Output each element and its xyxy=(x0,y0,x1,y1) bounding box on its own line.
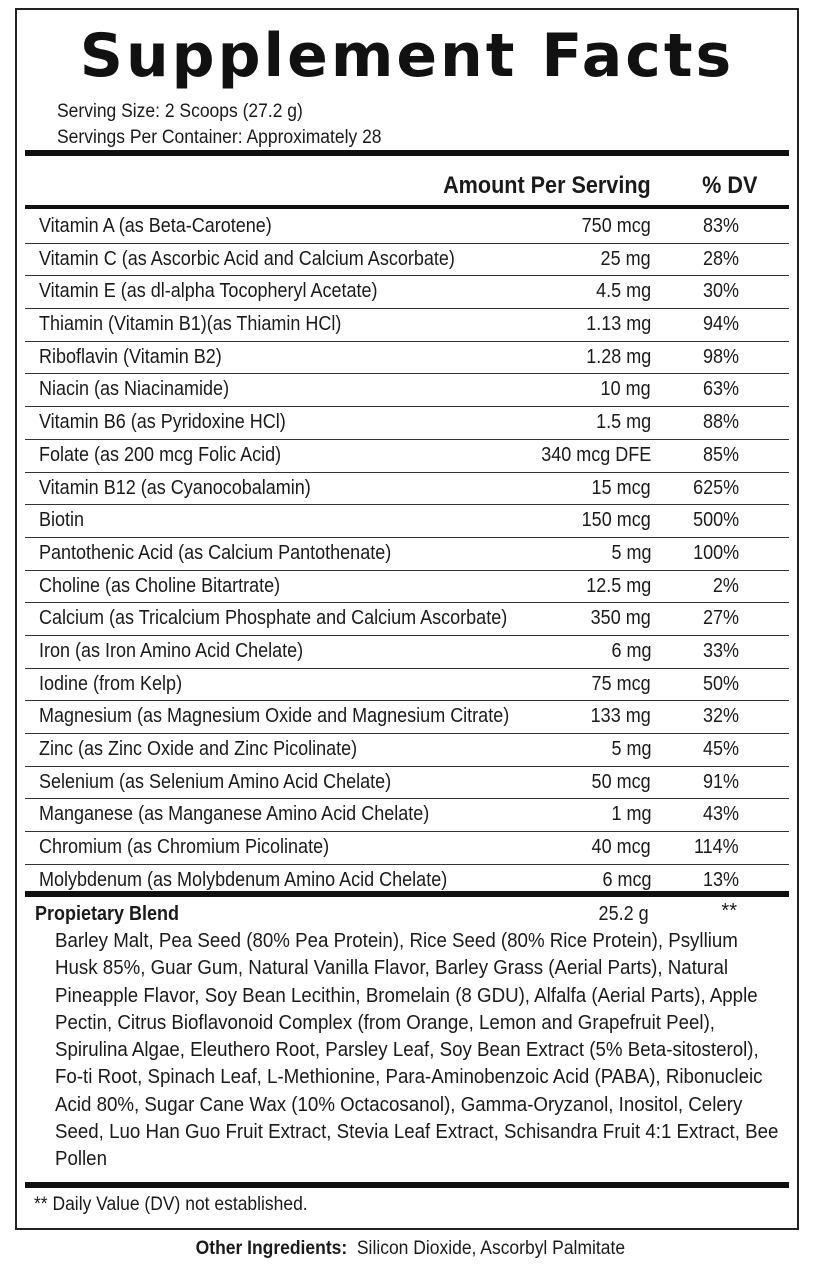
header-daily-value: % DV xyxy=(701,172,757,199)
nutrient-dv: 88% xyxy=(702,411,739,434)
nutrient-amount: 6 mg xyxy=(610,639,651,662)
nutrient-name: Vitamin E (as dl-alpha Tocopheryl Acetate) xyxy=(39,280,378,303)
nutrient-dv: 625% xyxy=(692,476,739,499)
nutrient-row xyxy=(25,342,789,375)
nutrient-name: Biotin xyxy=(39,509,85,532)
supplement-facts-panel xyxy=(15,8,799,1230)
nutrient-dv: 13% xyxy=(702,868,739,891)
nutrient-name: Selenium (as Selenium Amino Acid Chelate) xyxy=(39,770,392,793)
divider-thick-top xyxy=(25,150,789,156)
nutrient-row xyxy=(25,473,789,506)
nutrient-name: Vitamin B6 (as Pyridoxine HCl) xyxy=(39,411,286,434)
nutrient-amount: 12.5 mg xyxy=(585,574,651,597)
nutrient-row xyxy=(25,244,789,277)
nutrient-row xyxy=(25,374,789,407)
nutrient-row xyxy=(25,767,789,800)
blend-ingredients: Barley Malt, Pea Seed (80% Pea Protein), Rice Seed (80% Rice Protein), Psyllium Husk 85%, Guar Gum, Natural Vanilla Flavor, Barley Grass (Aerial Parts), Natural Pineapple Flavor, Soy Bean Lecithin, Bromelain (8 GDU), Alfalfa (Aerial Parts), Apple Pectin, Citrus Bioflavonoid Complex (from Orange, Lemon and Grapefruit Peel), Spirulina Algae, Eleuthero Root, Parsley Leaf, Soy Bean Extract (5% Beta-sitosterol), Fo-ti Root, Spinach Leaf, L-Methionine, Para-Aminobenzoic Acid (PABA), Ribonucleic Acid 80%, Sugar Cane Wax (10% Octacosanol), Gamma-Oryzanol, Inositol, Celery Seed, Luo Han Guo Fruit Extract, Stevia Leaf Extract, Schisandra Fruit 4:1 Extract, Bee Pollen xyxy=(55,930,779,1171)
nutrient-dv: 100% xyxy=(692,541,739,564)
nutrient-name: Calcium (as Tricalcium Phosphate and Calcium Ascorbate) xyxy=(39,607,508,630)
nutrient-row xyxy=(25,505,789,538)
nutrient-row xyxy=(25,636,789,669)
nutrient-name: Iodine (from Kelp) xyxy=(39,672,183,695)
nutrient-name: Thiamin (Vitamin B1)(as Thiamin HCl) xyxy=(39,313,342,336)
nutrient-amount: 10 mg xyxy=(600,378,651,401)
nutrient-dv: 500% xyxy=(692,509,739,532)
nutrient-name: Riboflavin (Vitamin B2) xyxy=(39,345,222,368)
blend-title: Propietary Blend xyxy=(35,903,180,925)
dv-footnote: ** Daily Value (DV) not established. xyxy=(34,1194,308,1215)
nutrient-row xyxy=(25,309,789,342)
table-header xyxy=(25,163,789,208)
serving-size: Serving Size: 2 Scoops (27.2 g) xyxy=(57,101,303,122)
panel-title: Supplement Facts xyxy=(79,21,735,91)
nutrient-table xyxy=(25,211,789,897)
nutrient-dv: 50% xyxy=(702,672,739,695)
nutrient-row xyxy=(25,799,789,832)
nutrient-name: Vitamin B12 (as Cyanocobalamin) xyxy=(39,476,311,499)
nutrient-dv: 83% xyxy=(702,215,739,237)
nutrient-dv: 85% xyxy=(702,443,739,466)
servings-per-container: Servings Per Container: Approximately 28 xyxy=(57,127,382,148)
nutrient-name: Zinc (as Zinc Oxide and Zinc Picolinate) xyxy=(39,738,358,760)
nutrient-dv: 98% xyxy=(702,345,739,368)
header-amount-per-serving: Amount Per Serving xyxy=(443,172,651,199)
nutrient-amount: 40 mcg xyxy=(591,836,651,859)
nutrient-row xyxy=(25,701,789,734)
nutrient-amount: 1.28 mg xyxy=(585,345,651,368)
nutrient-amount: 150 mcg xyxy=(581,509,651,532)
nutrient-row xyxy=(25,276,789,309)
nutrient-amount: 133 mg xyxy=(590,705,651,728)
nutrient-dv: 33% xyxy=(702,639,739,662)
nutrient-row xyxy=(25,734,789,767)
nutrient-amount: 5 mg xyxy=(610,541,651,564)
nutrient-row xyxy=(25,832,789,865)
divider-blend xyxy=(25,891,789,897)
nutrient-name: Magnesium (as Magnesium Oxide and Magnesium Citrate) xyxy=(39,705,510,728)
other-ingredients xyxy=(0,1238,820,1260)
nutrient-row xyxy=(25,211,789,244)
blend-amount: 25.2 g xyxy=(598,903,649,925)
nutrient-dv: 114% xyxy=(694,836,739,859)
nutrient-amount: 340 mcg DFE xyxy=(540,443,651,466)
nutrient-row xyxy=(25,571,789,604)
nutrient-dv: 94% xyxy=(702,313,739,336)
nutrient-row xyxy=(25,538,789,571)
nutrient-amount: 25 mg xyxy=(600,247,651,270)
nutrient-amount: 75 mcg xyxy=(591,672,651,695)
nutrient-amount: 1.5 mg xyxy=(595,411,651,434)
nutrient-dv: 91% xyxy=(702,770,739,793)
other-ingredients-label: Other Ingredients: xyxy=(195,1238,347,1259)
nutrient-amount: 50 mcg xyxy=(591,770,651,793)
nutrient-dv: 28% xyxy=(702,247,739,270)
nutrient-name: Vitamin A (as Beta-Carotene) xyxy=(39,215,272,237)
nutrient-dv: 27% xyxy=(702,607,739,630)
nutrient-amount: 4.5 mg xyxy=(595,280,651,303)
divider-footnote xyxy=(25,1182,789,1188)
blend-dv: ** xyxy=(721,900,737,922)
nutrient-amount: 750 mcg xyxy=(581,215,651,237)
nutrient-name: Manganese (as Manganese Amino Acid Chelate) xyxy=(39,803,430,826)
other-ingredients-value: Silicon Dioxide, Ascorbyl Palmitate xyxy=(356,1238,625,1259)
nutrient-dv: 2% xyxy=(712,574,739,597)
nutrient-amount: 5 mg xyxy=(610,738,651,760)
nutrient-row xyxy=(25,440,789,473)
nutrient-amount: 6 mcg xyxy=(601,868,651,891)
nutrient-amount: 1 mg xyxy=(610,803,651,826)
nutrient-name: Folate (as 200 mcg Folic Acid) xyxy=(39,443,282,466)
nutrient-dv: 45% xyxy=(702,738,739,760)
nutrient-name: Chromium (as Chromium Picolinate) xyxy=(39,836,330,859)
nutrient-name: Pantothenic Acid (as Calcium Pantothenate) xyxy=(39,541,392,564)
nutrient-amount: 350 mg xyxy=(590,607,651,630)
serving-info xyxy=(57,99,410,151)
nutrient-dv: 63% xyxy=(702,378,739,401)
nutrient-name: Choline (as Choline Bitartrate) xyxy=(39,574,281,597)
nutrient-row xyxy=(25,407,789,440)
nutrient-row xyxy=(25,603,789,636)
nutrient-dv: 30% xyxy=(702,280,739,303)
nutrient-amount: 15 mcg xyxy=(591,476,651,499)
nutrient-dv: 32% xyxy=(702,705,739,728)
nutrient-name: Iron (as Iron Amino Acid Chelate) xyxy=(39,639,304,662)
nutrient-name: Vitamin C (as Ascorbic Acid and Calcium Ascorbate) xyxy=(39,247,455,270)
nutrient-dv: 43% xyxy=(702,803,739,826)
nutrient-amount: 1.13 mg xyxy=(585,313,651,336)
divider-header xyxy=(25,205,789,209)
nutrient-row xyxy=(25,669,789,702)
nutrient-name: Molybdenum (as Molybdenum Amino Acid Chelate) xyxy=(39,868,448,891)
nutrient-name: Niacin (as Niacinamide) xyxy=(39,378,230,401)
